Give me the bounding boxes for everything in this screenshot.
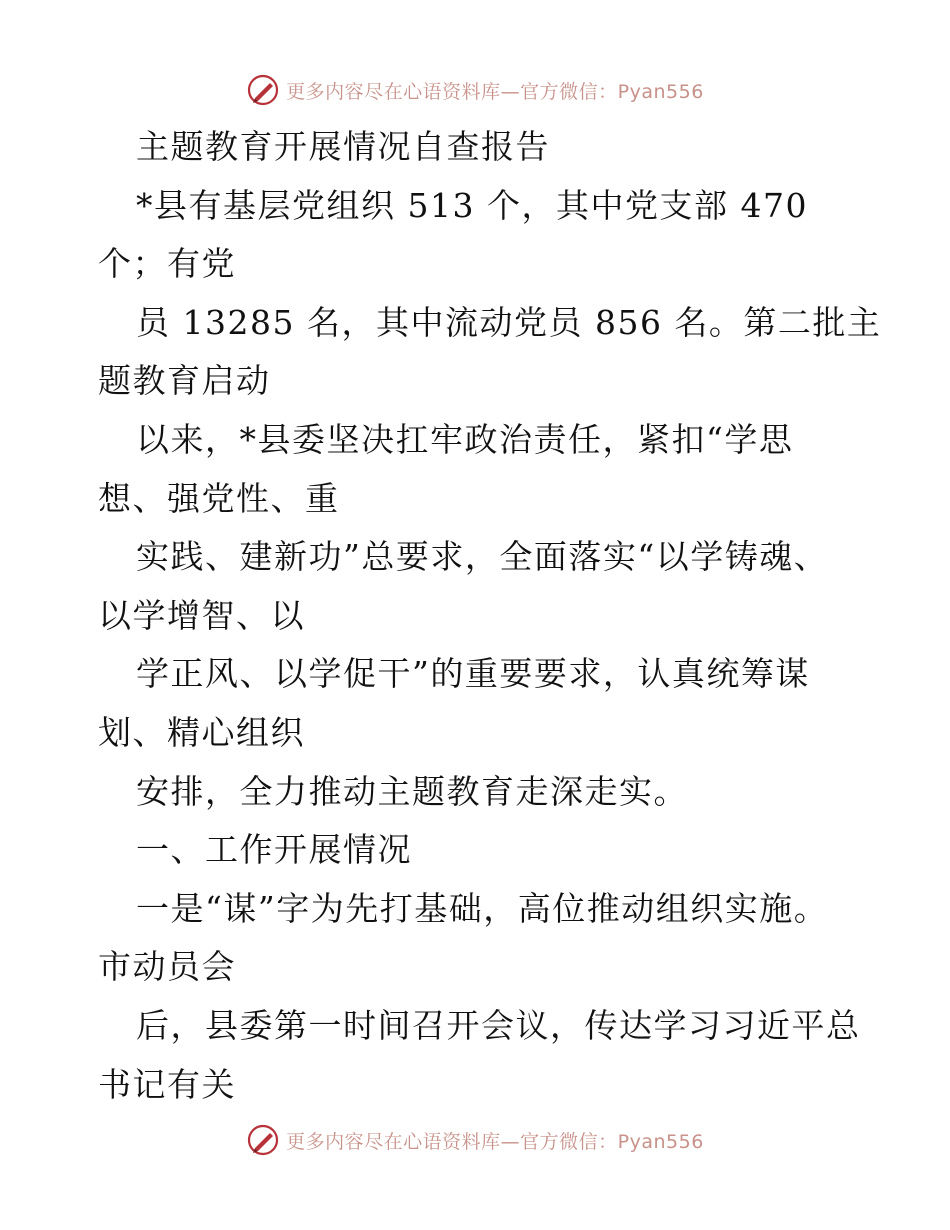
pen-logo-icon bbox=[246, 1123, 280, 1157]
text-line: 划、精心组织 bbox=[98, 712, 305, 752]
watermark-text: 更多内容尽在心语资料库—官方微信：Pyan556 bbox=[286, 1130, 704, 1153]
text-line: 实践、建新功”总要求，全面落实“以学铸魂、 bbox=[136, 537, 829, 577]
text-line: 市动员会 bbox=[98, 947, 236, 987]
text-line: 题教育启动 bbox=[98, 361, 271, 401]
text-line: 员 13285 名，其中流动党员 856 名。第二批主 bbox=[136, 302, 882, 342]
text-line: 一、工作开展情况 bbox=[136, 830, 412, 870]
pen-logo-icon bbox=[246, 73, 280, 107]
text-line: *县有基层党组织 513 个，其中党支部 470 bbox=[136, 185, 808, 225]
text-line: 以学增智、以 bbox=[98, 595, 305, 635]
text-line: 书记有关 bbox=[98, 1064, 236, 1104]
watermark-text: 更多内容尽在心语资料库—官方微信：Pyan556 bbox=[286, 80, 704, 103]
text-line: 想、强党性、重 bbox=[98, 478, 340, 518]
watermark-header bbox=[0, 70, 950, 110]
text-line: 后，县委第一时间召开会议，传达学习习近平总 bbox=[136, 1005, 861, 1045]
text-line: 个；有党 bbox=[98, 244, 236, 284]
text-line: 以来，*县委坚决扛牢政治责任，紧扣“学思 bbox=[136, 419, 794, 459]
text-line: 一是“谋”字为先打基础，高位推动组织实施。 bbox=[136, 888, 829, 928]
text-line: 主题教育开展情况自查报告 bbox=[136, 127, 550, 166]
watermark-footer bbox=[0, 1120, 950, 1160]
document-body bbox=[98, 118, 882, 1114]
text-line: 学正风、以学促干”的重要要求，认真统筹谋 bbox=[136, 654, 810, 694]
text-line: 安排，全力推动主题教育走深走实。 bbox=[136, 771, 688, 811]
